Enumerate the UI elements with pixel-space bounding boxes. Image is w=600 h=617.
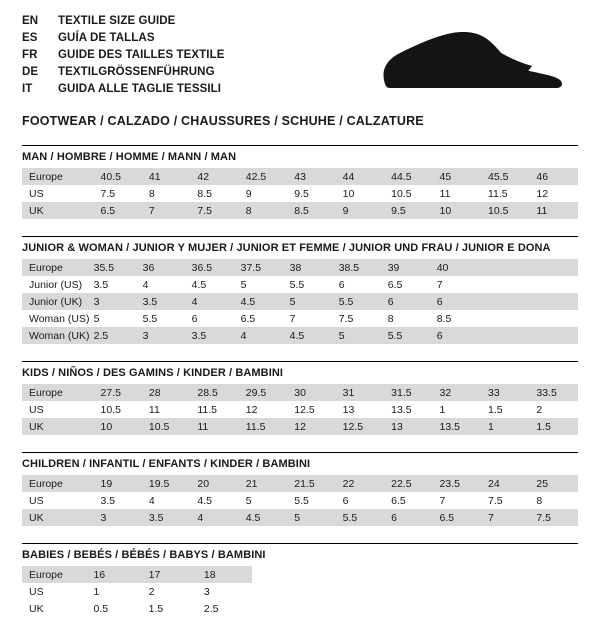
table-cell: 4 [185, 293, 234, 310]
table-cell: 6 [384, 509, 432, 526]
table-cell: 28 [142, 384, 190, 401]
table-cell: 2 [142, 583, 197, 600]
language-code: DE [22, 66, 39, 78]
table-cell: 8 [142, 185, 190, 202]
row-label: UK [22, 418, 93, 435]
page-header [22, 14, 578, 97]
table-cell: 33 [481, 384, 529, 401]
table-cell: 11.5 [190, 401, 238, 418]
table-cell: 5.5 [283, 276, 332, 293]
row-label: Europe [22, 168, 93, 185]
table-cell: 7 [283, 310, 332, 327]
table-row [22, 384, 578, 401]
table-cell: 40.5 [93, 168, 141, 185]
row-label: Europe [22, 475, 93, 492]
table-cell: 8.5 [190, 185, 238, 202]
table-cell: 9.5 [384, 202, 432, 219]
table-cell: 38.5 [332, 259, 381, 276]
table-cell: 1.5 [529, 418, 578, 435]
table-cell: 10.5 [384, 185, 432, 202]
size-table-kids [22, 384, 578, 435]
table-cell: 4 [142, 492, 190, 509]
table-cell: 6 [430, 293, 479, 310]
table-cell: 4.5 [234, 293, 283, 310]
table-cell: 7.5 [529, 509, 578, 526]
table-cell: 6.5 [93, 202, 141, 219]
table-row [22, 401, 578, 418]
table-cell: 31 [336, 384, 384, 401]
table-cell: 11 [190, 418, 238, 435]
table-cell: 36 [136, 259, 185, 276]
row-label: UK [22, 600, 86, 617]
table-row [22, 293, 578, 310]
language-title: TEXTILGRÖSSENFÜHRUNG [58, 66, 215, 78]
table-cell-empty [479, 276, 578, 293]
table-row [22, 600, 252, 617]
table-cell: 41 [142, 168, 190, 185]
table-cell: 4.5 [283, 327, 332, 344]
section-title: KIDS / NIÑOS / DES GAMINS / KINDER / BAMBINI [22, 367, 284, 379]
table-cell: 5.5 [381, 327, 430, 344]
table-cell-empty [479, 293, 578, 310]
table-cell: 13.5 [433, 418, 481, 435]
table-cell: 1.5 [481, 401, 529, 418]
table-row [22, 492, 578, 509]
dress-shoe-icon [378, 30, 564, 97]
table-cell: 5 [234, 276, 283, 293]
language-row [22, 82, 225, 97]
table-cell: 3.5 [185, 327, 234, 344]
section-rule [22, 145, 578, 146]
row-label: UK [22, 509, 93, 526]
table-cell: 23.5 [433, 475, 481, 492]
table-cell: 21.5 [287, 475, 335, 492]
row-label: Woman (UK) [22, 327, 87, 344]
table-cell: 3.5 [136, 293, 185, 310]
table-cell: 2.5 [87, 327, 136, 344]
table-cell: 9 [239, 185, 287, 202]
section-title: BABIES / BEBÉS / BÉBÉS / BABYS / BAMBINI [22, 549, 266, 561]
table-row [22, 418, 578, 435]
table-cell: 12 [529, 185, 578, 202]
table-cell: 1.5 [142, 600, 197, 617]
table-cell: 9 [336, 202, 384, 219]
size-table-children [22, 475, 578, 526]
table-cell: 4.5 [190, 492, 238, 509]
table-cell: 10 [93, 418, 141, 435]
section-rule [22, 361, 578, 362]
table-cell: 7.5 [481, 492, 529, 509]
table-cell: 12.5 [336, 418, 384, 435]
table-cell: 10.5 [481, 202, 529, 219]
table-cell: 6 [381, 293, 430, 310]
table-cell: 5.5 [336, 509, 384, 526]
table-cell: 9.5 [287, 185, 335, 202]
table-cell: 7 [433, 492, 481, 509]
row-label: Junior (UK) [22, 293, 87, 310]
table-cell: 6.5 [381, 276, 430, 293]
table-cell: 3 [87, 293, 136, 310]
table-cell: 7 [142, 202, 190, 219]
table-cell: 8.5 [430, 310, 479, 327]
table-cell: 3 [93, 509, 141, 526]
section-junior-woman [22, 236, 578, 344]
section-rule [22, 543, 578, 544]
table-cell: 27.5 [93, 384, 141, 401]
table-cell: 40 [430, 259, 479, 276]
table-cell: 10.5 [142, 418, 190, 435]
table-row [22, 475, 578, 492]
table-cell: 3.5 [93, 492, 141, 509]
table-cell: 19 [93, 475, 141, 492]
table-cell: 4.5 [185, 276, 234, 293]
row-label: US [22, 583, 86, 600]
table-cell: 7 [481, 509, 529, 526]
row-label: US [22, 185, 93, 202]
table-row [22, 185, 578, 202]
table-cell: 12 [287, 418, 335, 435]
section-title: MAN / HOMBRE / HOMME / MANN / MAN [22, 151, 237, 163]
row-label: Europe [22, 259, 87, 276]
table-cell: 6.5 [433, 509, 481, 526]
language-row [22, 31, 225, 46]
table-cell: 11.5 [239, 418, 287, 435]
table-cell: 7.5 [332, 310, 381, 327]
table-cell: 6.5 [234, 310, 283, 327]
size-table-man [22, 168, 578, 219]
table-cell: 20 [190, 475, 238, 492]
language-title: TEXTILE SIZE GUIDE [58, 15, 176, 27]
table-cell: 45 [433, 168, 481, 185]
table-cell: 39 [381, 259, 430, 276]
table-row [22, 310, 578, 327]
table-row [22, 327, 578, 344]
table-cell: 3 [197, 583, 252, 600]
table-cell: 3.5 [87, 276, 136, 293]
size-table-junior-woman [22, 259, 578, 344]
language-row [22, 14, 225, 29]
row-label: Woman (US) [22, 310, 87, 327]
table-cell: 6.5 [384, 492, 432, 509]
row-label: US [22, 492, 93, 509]
table-cell: 3 [136, 327, 185, 344]
table-row [22, 259, 578, 276]
table-cell: 11.5 [481, 185, 529, 202]
table-cell: 24 [481, 475, 529, 492]
table-row [22, 202, 578, 219]
table-cell: 8.5 [287, 202, 335, 219]
table-cell: 22 [336, 475, 384, 492]
table-cell: 4 [190, 509, 238, 526]
table-row [22, 168, 578, 185]
table-row [22, 583, 252, 600]
table-cell: 31.5 [384, 384, 432, 401]
section-man [22, 145, 578, 219]
section-babies [22, 543, 578, 617]
table-cell: 8 [529, 492, 578, 509]
table-cell-empty [479, 259, 578, 276]
language-code: EN [22, 15, 39, 27]
row-label: US [22, 401, 93, 418]
table-cell: 11 [529, 202, 578, 219]
table-cell: 7.5 [190, 202, 238, 219]
table-cell: 1 [481, 418, 529, 435]
table-cell: 43 [287, 168, 335, 185]
table-cell: 45.5 [481, 168, 529, 185]
table-cell: 5 [239, 492, 287, 509]
table-cell: 5 [87, 310, 136, 327]
row-label: Europe [22, 384, 93, 401]
table-cell: 33.5 [529, 384, 578, 401]
table-cell: 29.5 [239, 384, 287, 401]
table-cell: 6 [185, 310, 234, 327]
table-cell: 5 [287, 509, 335, 526]
table-cell: 21 [239, 475, 287, 492]
table-cell: 28.5 [190, 384, 238, 401]
table-cell: 35.5 [87, 259, 136, 276]
row-label: Junior (US) [22, 276, 87, 293]
table-cell: 4 [234, 327, 283, 344]
table-cell: 3.5 [142, 509, 190, 526]
table-cell: 10 [336, 185, 384, 202]
table-cell: 8 [239, 202, 287, 219]
language-row [22, 65, 225, 80]
row-label: UK [22, 202, 93, 219]
table-cell: 44 [336, 168, 384, 185]
section-title: CHILDREN / INFANTIL / ENFANTS / KINDER / BAMBINI [22, 458, 311, 470]
table-cell: 6 [336, 492, 384, 509]
table-cell: 18 [197, 566, 252, 583]
table-cell: 5 [332, 327, 381, 344]
table-cell: 13 [384, 418, 432, 435]
table-cell: 32 [433, 384, 481, 401]
table-cell: 10 [433, 202, 481, 219]
table-cell: 7 [430, 276, 479, 293]
table-cell: 12 [239, 401, 287, 418]
table-cell: 7.5 [93, 185, 141, 202]
table-cell: 1 [86, 583, 141, 600]
section-rule [22, 236, 578, 237]
table-cell: 10.5 [93, 401, 141, 418]
table-cell-empty [479, 310, 578, 327]
table-cell: 44.5 [384, 168, 432, 185]
table-cell: 12.5 [287, 401, 335, 418]
section-rule [22, 452, 578, 453]
table-cell: 5.5 [136, 310, 185, 327]
table-cell: 11 [433, 185, 481, 202]
table-cell: 8 [381, 310, 430, 327]
section-children [22, 452, 578, 526]
table-cell: 5.5 [332, 293, 381, 310]
table-cell: 11 [142, 401, 190, 418]
table-cell: 25 [529, 475, 578, 492]
table-cell: 0.5 [86, 600, 141, 617]
section-title: JUNIOR & WOMAN / JUNIOR Y MUJER / JUNIOR ET FEMME / JUNIOR UND FRAU / JUNIOR E DONA [22, 242, 551, 254]
section-kids [22, 361, 578, 435]
table-row [22, 509, 578, 526]
language-title-list [22, 14, 225, 97]
table-cell-empty [479, 327, 578, 344]
table-cell: 13.5 [384, 401, 432, 418]
size-table-babies [22, 566, 252, 617]
table-cell: 4.5 [239, 509, 287, 526]
page-title: FOOTWEAR / CALZADO / CHAUSSURES / SCHUHE / CALZATURE [22, 114, 424, 128]
table-cell: 38 [283, 259, 332, 276]
table-cell: 2.5 [197, 600, 252, 617]
table-cell: 42.5 [239, 168, 287, 185]
table-cell: 22.5 [384, 475, 432, 492]
table-cell: 13 [336, 401, 384, 418]
table-cell: 5.5 [287, 492, 335, 509]
table-row [22, 566, 252, 583]
language-code: FR [22, 49, 38, 61]
row-label: Europe [22, 566, 86, 583]
table-cell: 46 [529, 168, 578, 185]
table-cell: 17 [142, 566, 197, 583]
language-code: IT [22, 83, 33, 95]
table-cell: 2 [529, 401, 578, 418]
language-row [22, 48, 225, 63]
language-title: GUIDE DES TAILLES TEXTILE [58, 49, 225, 61]
table-cell: 6 [430, 327, 479, 344]
table-cell: 19.5 [142, 475, 190, 492]
table-cell: 6 [332, 276, 381, 293]
table-cell: 5 [283, 293, 332, 310]
language-title: GUÍA DE TALLAS [58, 32, 155, 44]
language-title: GUIDA ALLE TAGLIE TESSILI [58, 83, 222, 95]
table-cell: 37.5 [234, 259, 283, 276]
table-cell: 42 [190, 168, 238, 185]
table-cell: 4 [136, 276, 185, 293]
table-cell: 36.5 [185, 259, 234, 276]
language-code: ES [22, 32, 38, 44]
table-cell: 16 [86, 566, 141, 583]
table-cell: 1 [433, 401, 481, 418]
table-row [22, 276, 578, 293]
table-cell: 30 [287, 384, 335, 401]
